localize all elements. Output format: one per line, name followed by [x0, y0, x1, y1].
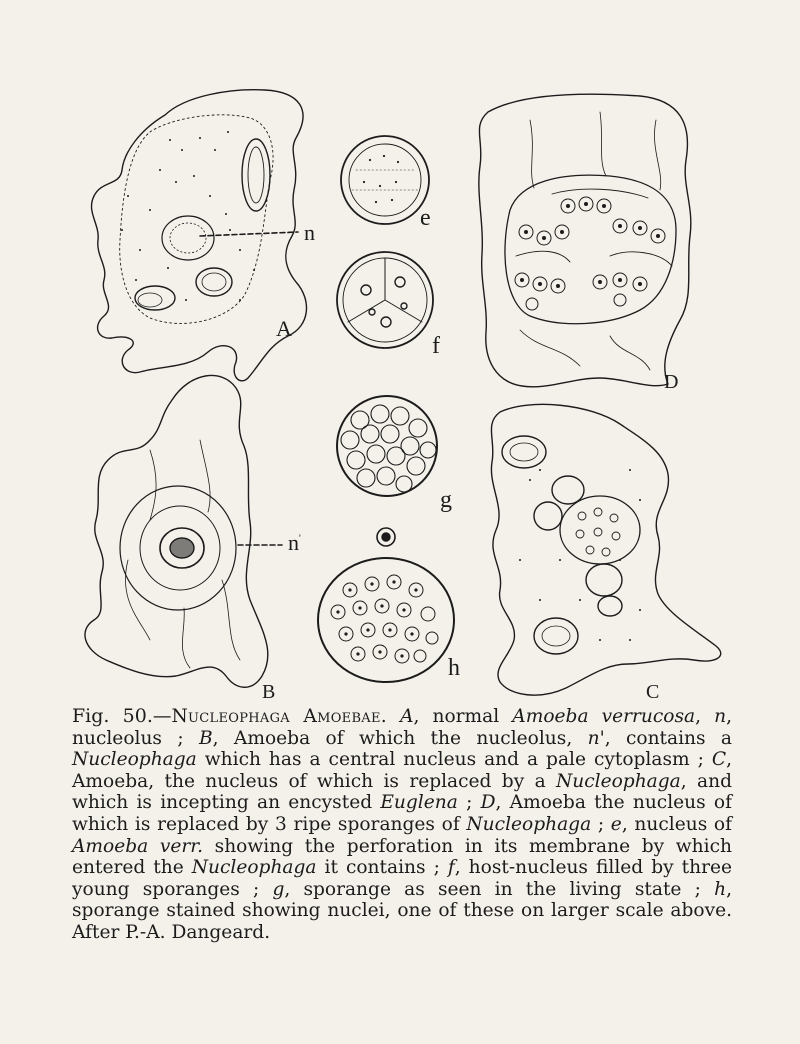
panel-g-sporange [337, 396, 437, 496]
caption-italic-term: n' [587, 727, 605, 749]
caption-italic-term: Nucleophaga [72, 749, 197, 771]
panel-a-amoeba [92, 90, 307, 381]
caption-italic-term: g [272, 878, 285, 900]
pointer-label-n-prime: n' [288, 530, 301, 555]
caption-text-run: showing the perforation in its membrane by which entered the [72, 835, 732, 879]
panel-label-c: C [646, 681, 660, 703]
caption-italic-term: e [610, 813, 622, 835]
caption-text-run: ; [591, 813, 611, 835]
caption-italic-term: f [447, 857, 455, 879]
panel-h-enlarged-nucleus [377, 528, 395, 546]
caption-text-run: , nucleolus ; [72, 706, 732, 749]
caption-italic-term: Nucleophaga [191, 857, 317, 879]
caption-text-run: , Amoeba of which the nucleolus, [212, 727, 588, 749]
caption-text-run: it contains ; [316, 857, 448, 879]
panel-label-g: g [440, 487, 452, 513]
caption-text-run: , sporange stained showing nuclei, one of these on larger scale above. After P.-A. Dangeard. [72, 878, 732, 943]
panel-c-amoeba [491, 404, 720, 695]
caption-text-run: , normal [413, 706, 513, 727]
caption-text-run: , nucleus of [621, 813, 732, 835]
caption-italic-term: Amoeba verr. [72, 835, 204, 857]
panel-label-b: B [262, 681, 276, 703]
caption-text-run: which has a central nucleus and a pale cytoplasm ; [196, 749, 712, 771]
caption-italic-term: Nucleophaga [466, 813, 592, 835]
caption-body [72, 706, 732, 943]
panel-f-nucleus [337, 252, 433, 348]
caption-italic-term: Euglena [380, 792, 458, 814]
caption-italic-term: D [480, 792, 496, 814]
caption-fig-number: Fig. 50. [72, 705, 153, 727]
caption-italic-term: n [714, 706, 727, 727]
caption-italic-term: C [711, 749, 727, 771]
caption-italic-term: h [714, 878, 727, 900]
caption-italic-term: A [400, 706, 414, 727]
panel-label-a: A [276, 316, 292, 341]
caption-text-run: ; [457, 792, 481, 814]
panel-label-h: h [448, 655, 460, 681]
panel-label-f: f [432, 333, 440, 359]
caption-text-run: , sporange as seen in the living state ; [284, 878, 715, 900]
caption-text-run: , Amoeba, the nucleus of which is replaced by a [72, 749, 732, 792]
panel-e-nucleus [341, 136, 429, 224]
figure-caption [72, 706, 732, 944]
panel-label-e: e [420, 205, 431, 231]
caption-title: Nucleophaga Amoebae. [171, 706, 387, 727]
caption-dash: — [152, 706, 172, 727]
caption-text-run: , host-nucleus filled by three young sporanges ; [72, 857, 732, 900]
panel-b-amoeba [85, 376, 282, 688]
panel-d-amoeba [479, 94, 691, 387]
panel-h-sporange [318, 558, 454, 682]
caption-text-run: , [695, 706, 715, 727]
panel-label-d: D [664, 371, 679, 393]
caption-text-run [387, 706, 400, 727]
caption-italic-term: B [198, 727, 213, 749]
caption-italic-term: Amoeba verrucosa [512, 706, 696, 727]
caption-text-run: , contains a [604, 727, 733, 749]
caption-text-run: , Amoeba the nucleus of which is replaced by 3 ripe sporanges of [72, 792, 733, 835]
pointer-label-n: n [304, 220, 315, 245]
caption-text-run: , and which is incepting an encysted [72, 770, 732, 814]
caption-italic-term: Nucleophaga [556, 770, 681, 792]
